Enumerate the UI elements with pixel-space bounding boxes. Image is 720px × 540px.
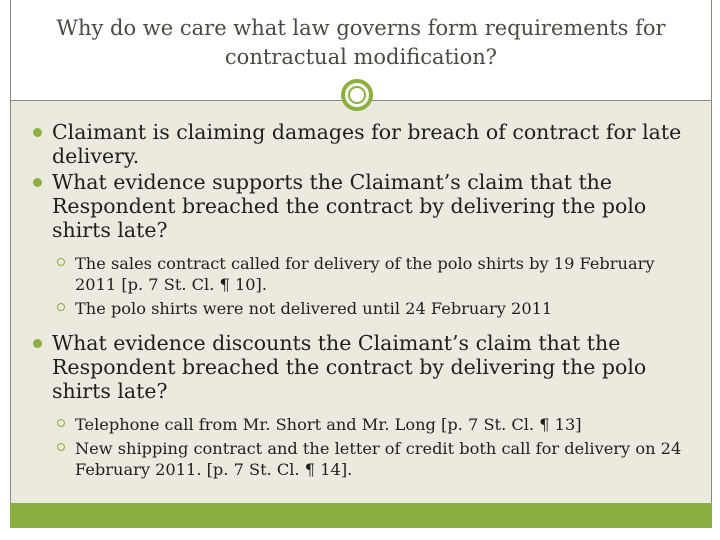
bullet-dot-icon — [33, 178, 42, 187]
sub-bullet-ring-icon — [57, 303, 65, 311]
sub-bullet-sales-contract — [11, 253, 711, 295]
sub-bullet-ring-icon — [57, 443, 65, 451]
bullet-text: What evidence supports the Claimant’s claim that the Respondent breached the contract by delivering the polo shirts late? — [52, 170, 647, 242]
slide-title: Why do we care what law governs form requirements for contractual modification? — [56, 16, 666, 69]
bullet-text: Claimant is claiming damages for breach of contract for late delivery. — [52, 120, 682, 168]
sub-bullet-text: The sales contract called for delivery of the polo shirts by 19 February 2011 [p. 7 St. Cl. ¶ 10]. — [75, 254, 655, 294]
bullet-dot-icon — [33, 128, 42, 137]
slide — [10, 0, 712, 528]
sub-bullet-telephone-call — [11, 414, 711, 435]
sub-bullet-text: The polo shirts were not delivered until 24 February 2011 — [75, 299, 553, 318]
sub-bullet-ring-icon — [57, 258, 65, 266]
footer-bar — [10, 503, 712, 528]
circle-ornament-icon — [341, 79, 373, 111]
bullet-claim — [11, 120, 711, 168]
bullet-dot-icon — [33, 339, 42, 348]
sub-bullet-text: Telephone call from Mr. Short and Mr. Long [p. 7 St. Cl. ¶ 13] — [75, 415, 582, 434]
bullet-text: What evidence discounts the Claimant’s claim that the Respondent breached the contract by delivering the polo shirts late? — [52, 331, 647, 403]
sub-bullet-text: New shipping contract and the letter of credit both call for delivery on 24 February 2011. [p. 7 St. Cl. ¶ 14]. — [75, 439, 682, 479]
sub-bullet-delivery-date — [11, 298, 711, 319]
bullet-supporting-evidence — [11, 170, 711, 242]
slide-body — [11, 120, 711, 483]
sub-bullet-shipping-contract — [11, 438, 711, 480]
bullet-discounting-evidence — [11, 331, 711, 403]
sub-bullet-ring-icon — [57, 419, 65, 427]
